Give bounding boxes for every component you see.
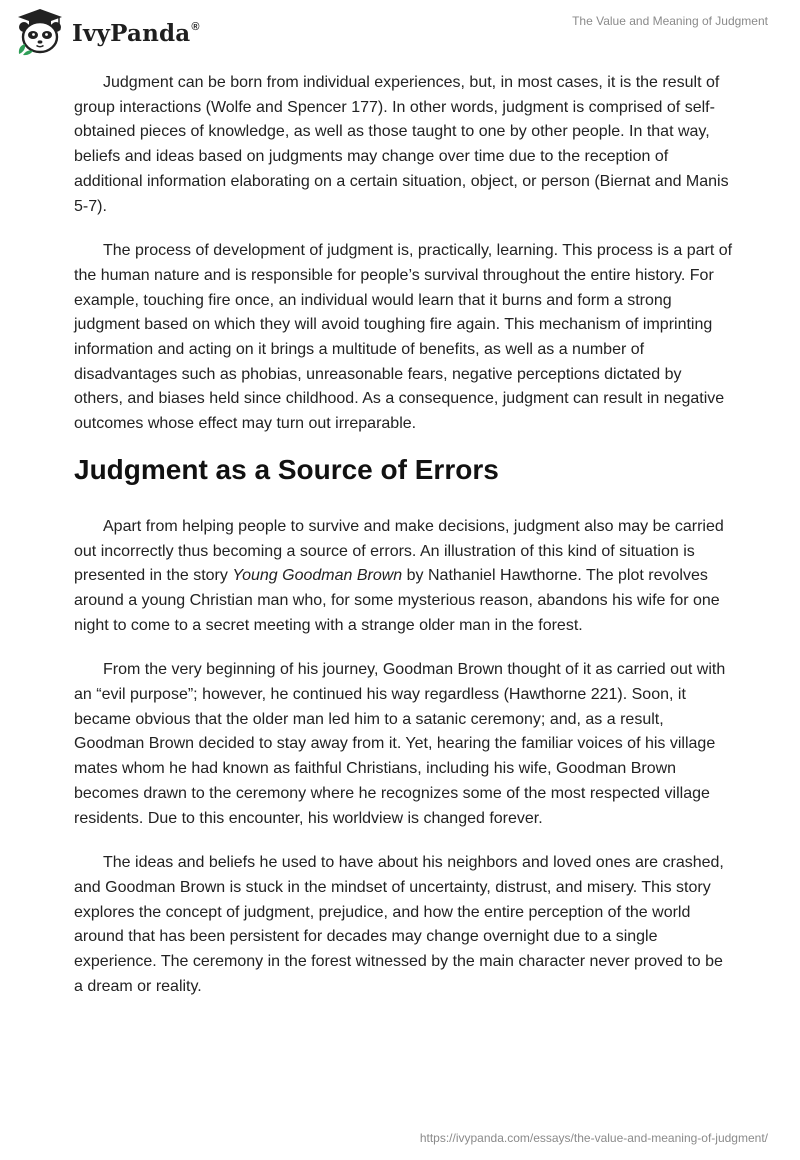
page-header xyxy=(0,0,800,62)
paragraph: Apart from helping people to survive and make decisions, judgment also may be carried out incorrectly thus becoming a source of errors. An illustration of this kind of situation is presented in the story Young Goodman Brown by Nathaniel Hawthorne. The plot revolves around a young Christian man who, for some mysterious reason, abandons his wife for one night to come to a secret meeting with a strange older man in the forest. xyxy=(74,517,724,634)
section-heading: Judgment as a Source of Errors xyxy=(74,453,499,485)
paragraph: From the very beginning of his journey, Goodman Brown thought of it as carried out with an “evil purpose”; however, he continued his way regardless (Hawthorne 221). Soon, it became obvious that the older man led him to a satanic ceremony; and, as a result, Goodman Brown decided to stay away from it. Yet, hearing the familiar voices of his village mates whom he had known as faithful Christians, including his wife, Goodman Brown becomes drawn to the ceremony where he recognizes some of the most respected village residents. Due to this encounter, his worldview is changed forever. xyxy=(74,661,726,827)
paragraph: The process of development of judgment is, practically, learning. This process is a part of the human nature and is responsible for people’s survival throughout the entire history. For example, touching fire once, an individual would learn that it burns and form a strong judgment based on which they will avoid toughing fire again. This mechanism of imprinting information and acting on it brings a multitude of benefits, as well as a number of disadvantages such as phobias, unreasonable fears, negative perceptions dictated by others, and biases held since childhood. As a consequence, judgment can result in negative outcomes whose effect may turn out irreparable. xyxy=(74,242,733,433)
paragraph: The ideas and beliefs he used to have about his neighbors and loved ones are crashed, and Goodman Brown is stuck in the mindset of uncertainty, distrust, and misery. This story explores the concept of judgment, prejudice, and how the entire perception of the world around that has been persistent for decades may change overnight due to a single experience. The ceremony in the forest witnessed by the main character never proved to be a dream or reality. xyxy=(74,854,724,995)
panda-graduate-icon xyxy=(14,8,66,56)
source-url[interactable]: https://ivypanda.com/essays/the-value-and-meaning-of-judgment/ xyxy=(419,1131,768,1145)
brand-name: IvyPanda® xyxy=(72,19,200,47)
ivypanda-logo[interactable] xyxy=(14,8,200,56)
registered-mark: ® xyxy=(191,20,200,33)
paragraph: Judgment can be born from individual experiences, but, in most cases, it is the result of group interactions (Wolfe and Spencer 177). In other words, judgment is comprised of self-obtained pieces of knowledge, as well as those taught to one by other people. In that way, beliefs and ideas based on judgments may change over time due to the reception of additional information elaborating on a certain situation, object, or person (Biernat and Manis 5-7). xyxy=(74,74,729,215)
story-title: Young Goodman Brown xyxy=(232,567,403,585)
essay-body xyxy=(74,71,734,1020)
running-title: The Value and Meaning of Judgment xyxy=(572,14,768,28)
